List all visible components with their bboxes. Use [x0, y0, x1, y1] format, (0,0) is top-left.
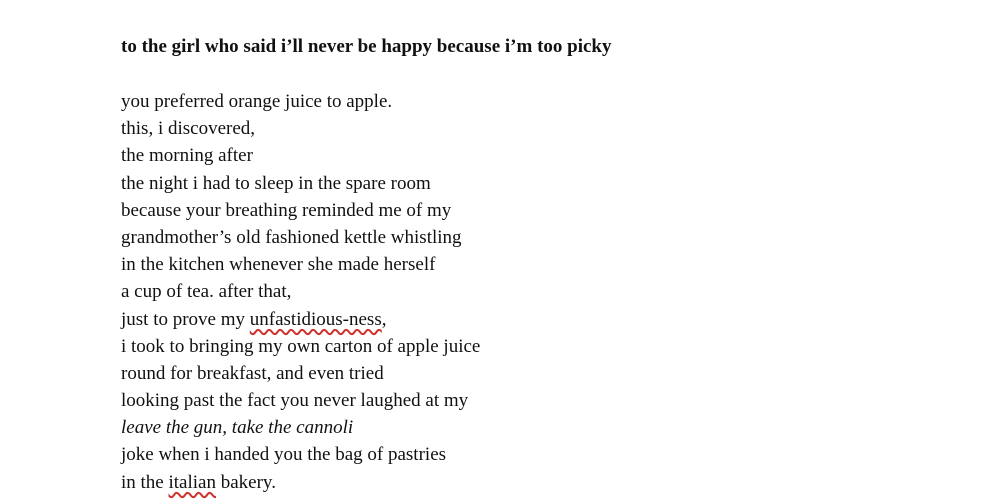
line-text: bakery.: [215, 471, 276, 493]
poem-line-italic: leave the gun, take the cannoli: [121, 417, 354, 439]
poem-body: [121, 88, 480, 496]
poem-line: looking past the fact you never laughed at my: [121, 390, 469, 412]
poem-line: grandmother’s old fashioned kettle whistling: [121, 226, 462, 248]
misspelled-word[interactable]: italian: [168, 471, 216, 493]
poem-line: in the kitchen whenever she made herself: [121, 254, 436, 276]
poem-line: [121, 469, 480, 496]
line-text: just to prove my: [121, 308, 250, 330]
poem-line: because your breathing reminded me of my: [121, 199, 452, 221]
poem-line: a cup of tea. after that,: [121, 281, 292, 303]
poem-line: joke when i handed you the bag of pastries: [121, 444, 447, 466]
poem-title: to the girl who said i’ll never be happy because i’m too picky: [121, 36, 612, 57]
poem-line: the night i had to sleep in the spare room: [121, 172, 431, 194]
poem-line: i took to bringing my own carton of apple juice: [121, 335, 481, 357]
poem-line: the morning after: [121, 145, 253, 167]
misspelled-word[interactable]: unfastidious-ness: [249, 308, 382, 330]
line-text: in the: [121, 471, 169, 493]
poem-line: you preferred orange juice to apple.: [121, 91, 393, 112]
poem-line: [121, 306, 480, 333]
line-text: ,: [381, 308, 387, 330]
poem-line: this, i discovered,: [121, 118, 256, 140]
poem-line: round for breakfast, and even tried: [121, 362, 384, 384]
